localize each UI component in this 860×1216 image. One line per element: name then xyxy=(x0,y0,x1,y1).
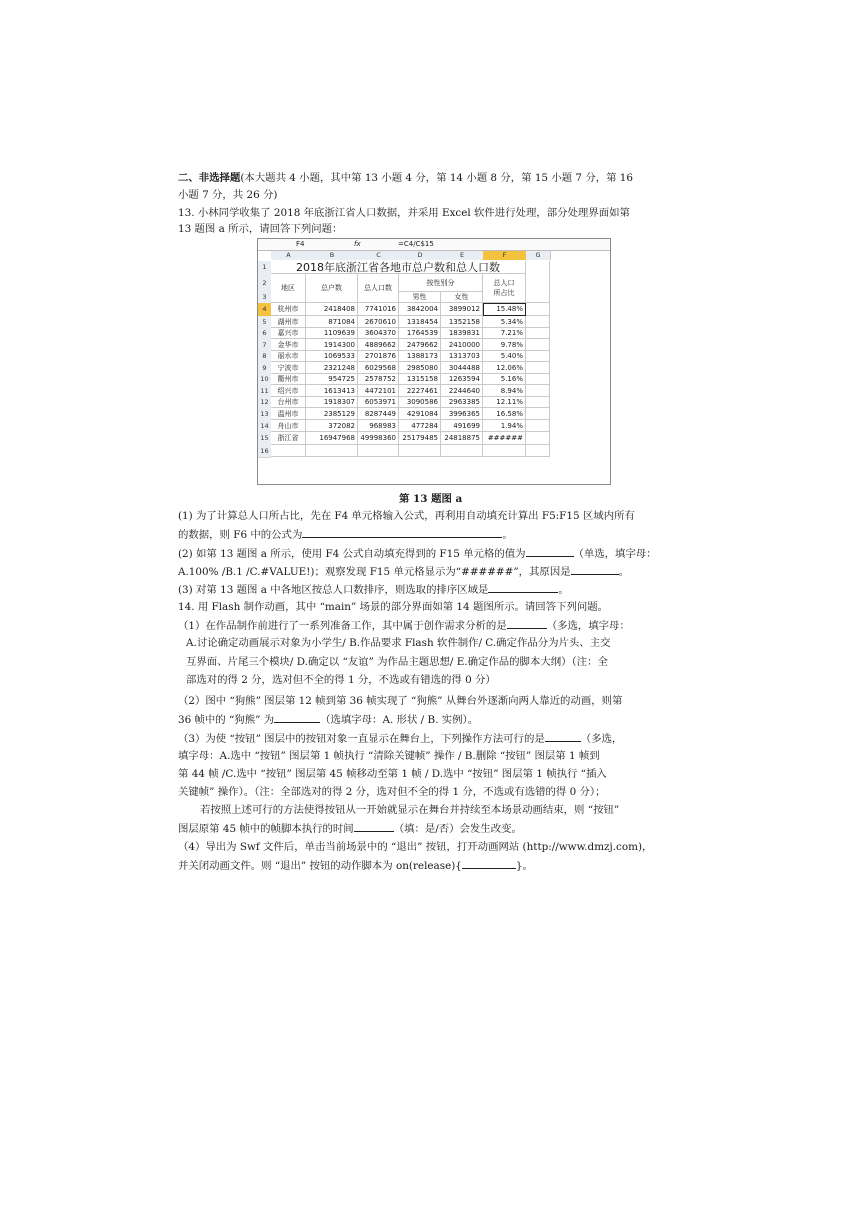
cell-empty[interactable] xyxy=(526,316,550,328)
q14-part3-e: 若按照上述可行的方法使得按钮从一开始就显示在舞台并持续至本场景动画结束，则 “按钮” xyxy=(200,804,620,816)
cell-population[interactable]: 3604370 xyxy=(358,328,399,339)
excel-screenshot xyxy=(257,238,611,485)
cell-empty[interactable] xyxy=(526,374,550,385)
cell-empty[interactable] xyxy=(358,445,399,457)
header-male[interactable]: 男性 xyxy=(399,292,441,303)
formula-bar xyxy=(258,239,610,251)
cell-households[interactable]: 1613413 xyxy=(306,385,358,397)
cell-empty[interactable] xyxy=(526,303,550,316)
cell-male[interactable]: 1388173 xyxy=(399,351,441,362)
cell-female[interactable]: 1263594 xyxy=(441,374,483,385)
cell-region[interactable]: 衢州市 xyxy=(271,374,306,385)
row-header[interactable]: 11 xyxy=(258,385,271,398)
header-region[interactable]: 地区 xyxy=(271,274,306,303)
q14-part1-a: （1）在作品制作前进行了一系列准备工作，其中属于创作需求分析的是 （多选，填字母： xyxy=(178,620,630,632)
cell-region[interactable]: 丽水市 xyxy=(271,351,306,362)
answer-blank[interactable] xyxy=(462,858,516,869)
cell-empty[interactable] xyxy=(526,362,550,374)
row-header[interactable]: 13 xyxy=(258,408,271,421)
column-header[interactable]: F xyxy=(483,251,527,260)
cell-region[interactable]: 温州市 xyxy=(271,408,306,420)
cell-female[interactable]: 24818875 xyxy=(441,432,483,445)
row-header[interactable]: 5 xyxy=(258,316,271,329)
q13-stem-1: 13. 小林同学收集了 2018 年底浙江省人口数据，并采用 Excel 软件进行处理，部分处理界面如第 xyxy=(178,207,630,219)
header-by-gender[interactable]: 按性别分 xyxy=(399,274,483,292)
cell-male[interactable]: 1318454 xyxy=(399,316,441,328)
row-header[interactable]: 9 xyxy=(258,362,271,375)
cell-female[interactable]: 3996365 xyxy=(441,408,483,420)
row-header[interactable]: 7 xyxy=(258,339,271,352)
cell-female[interactable]: 2963385 xyxy=(441,397,483,408)
cell-households[interactable]: 1918307 xyxy=(306,397,358,408)
cell-region[interactable]: 金华市 xyxy=(271,339,306,351)
answer-blank[interactable] xyxy=(354,821,394,832)
cell-population[interactable]: 2670610 xyxy=(358,316,399,328)
row-header[interactable]: 3 xyxy=(258,292,271,304)
cell-empty[interactable] xyxy=(526,261,550,303)
cell-ratio[interactable]: 1.94% xyxy=(483,420,526,432)
cell-empty[interactable] xyxy=(526,445,550,457)
header-households[interactable]: 总户数 xyxy=(306,274,358,303)
cell-region[interactable]: 绍兴市 xyxy=(271,385,306,397)
header-female[interactable]: 女性 xyxy=(441,292,483,303)
section-intro: 二、非选择题(本大题共 4 小题，其中第 13 小题 4 分，第 14 小题 8 分，第 15 小题 7 分，第 16 xyxy=(178,172,634,184)
fx-icon: fx xyxy=(354,240,361,248)
column-header[interactable]: B xyxy=(306,251,359,260)
cell-region[interactable]: 台州市 xyxy=(271,397,306,408)
cell-households[interactable]: 2385129 xyxy=(306,408,358,420)
cell-population[interactable]: 2578752 xyxy=(358,374,399,385)
table-title[interactable]: 2018年底浙江省各地市总户数和总人口数 xyxy=(271,261,526,274)
header-population[interactable]: 总人口数 xyxy=(358,274,399,303)
cell-population[interactable]: 4472101 xyxy=(358,385,399,397)
cell-empty[interactable] xyxy=(271,445,306,457)
cell-empty[interactable] xyxy=(441,445,483,457)
row-header[interactable]: 14 xyxy=(258,420,271,433)
q13-part1-a: (1) 为了计算总人口所占比，先在 F4 单元格输入公式，再利用自动填充计算出 F5:F15 区域内所有 xyxy=(178,510,635,522)
cell-population[interactable]: 2701876 xyxy=(358,351,399,362)
answer-blank[interactable] xyxy=(545,731,581,742)
cell-households[interactable]: 1914300 xyxy=(306,339,358,351)
answer-blank[interactable] xyxy=(488,582,558,593)
q14-stem: 14. 用 Flash 制作动画，其中 “main” 场景的部分界面如第 14 题图所示。请回答下列问题。 xyxy=(178,601,609,613)
cell-households[interactable]: 2321248 xyxy=(306,362,358,374)
cell-male[interactable]: 1315158 xyxy=(399,374,441,385)
cell-population[interactable]: 6053971 xyxy=(358,397,399,408)
answer-blank[interactable] xyxy=(507,618,547,629)
answer-blank[interactable] xyxy=(302,527,502,538)
cell-female[interactable]: 3899012 xyxy=(441,303,483,316)
q14-part3-a: （3）为使 “按钮” 图层中的按钮对象一直显示在舞台上，下列操作方法可行的是 （多选， xyxy=(178,733,623,745)
cell-female[interactable]: 1313703 xyxy=(441,351,483,362)
cell-empty[interactable] xyxy=(526,328,550,339)
cell-empty[interactable] xyxy=(526,339,550,351)
cell-male[interactable]: 2227461 xyxy=(399,385,441,397)
cell-ratio[interactable]: 5.16% xyxy=(483,374,526,385)
cell-male[interactable]: 2479662 xyxy=(399,339,441,351)
cell-empty[interactable] xyxy=(526,385,550,397)
section-heading: 二、非选择题 xyxy=(178,172,241,184)
header-ratio[interactable] xyxy=(483,274,526,303)
cell-male[interactable]: 1764539 xyxy=(399,328,441,339)
cell-female[interactable]: 2244640 xyxy=(441,385,483,397)
cell-ratio[interactable]: 12.06% xyxy=(483,362,526,374)
cell-region[interactable]: 杭州市 xyxy=(271,303,306,316)
row-header[interactable]: 16 xyxy=(258,445,271,458)
cell-male[interactable]: 25179485 xyxy=(399,432,441,445)
cell-ratio[interactable]: 8.94% xyxy=(483,385,526,397)
row-header[interactable]: 1 xyxy=(258,261,271,275)
cell-female[interactable]: 1839831 xyxy=(441,328,483,339)
cell-male[interactable]: 3090586 xyxy=(399,397,441,408)
row-header[interactable]: 8 xyxy=(258,351,271,363)
cell-ratio[interactable]: 9.78% xyxy=(483,339,526,351)
cell-households[interactable]: 372082 xyxy=(306,420,358,432)
figure-caption: 第 13 题图 a xyxy=(399,493,463,505)
cell-empty[interactable] xyxy=(526,351,550,362)
q14-part1-c: 互界面、片尾三个模块/ D.确定以 “友谊” 为作品主题思想/ E.确定作品的脚本大纲）（注：全 xyxy=(186,656,608,668)
cell-population[interactable]: 7741016 xyxy=(358,303,399,316)
cell-ratio[interactable]: 12.11% xyxy=(483,397,526,408)
name-box[interactable]: F4 xyxy=(296,240,305,248)
column-header[interactable]: E xyxy=(441,251,484,260)
row-header[interactable]: 2 xyxy=(258,274,271,293)
cell-households[interactable]: 1109639 xyxy=(306,328,358,339)
header-ratio-line2: 所占比 xyxy=(493,289,515,297)
cell-ratio[interactable]: 5.40% xyxy=(483,351,526,362)
column-header[interactable]: G xyxy=(526,251,551,260)
q14-part3-d: 关键帧” 操作）。（注：全部选对的得 2 分，选对但不全的得 1 分，不选或有选错的得 0 分）； xyxy=(178,786,606,798)
cell-population[interactable]: 4889662 xyxy=(358,339,399,351)
cell-female[interactable]: 1352158 xyxy=(441,316,483,328)
cell-region[interactable]: 舟山市 xyxy=(271,420,306,432)
cell-ratio[interactable]: 16.58% xyxy=(483,408,526,420)
cell-households[interactable]: 2418408 xyxy=(306,303,358,316)
row-header[interactable]: 15 xyxy=(258,432,271,446)
q13-stem-2: 13 题图 a 所示，请回答下列问题： xyxy=(178,223,343,235)
answer-blank[interactable] xyxy=(571,564,619,575)
row-header[interactable]: 6 xyxy=(258,328,271,340)
answer-blank[interactable] xyxy=(274,712,320,723)
answer-blank[interactable] xyxy=(526,546,574,557)
cell-empty[interactable] xyxy=(526,420,550,432)
cell-region[interactable]: 嘉兴市 xyxy=(271,328,306,339)
cell-empty[interactable] xyxy=(526,408,550,420)
cell-male[interactable]: 477284 xyxy=(399,420,441,432)
q13-part3: (3) 对第 13 题图 a 中各地区按总人口数排序，则选取的排序区域是 。 xyxy=(178,584,569,596)
cell-ratio[interactable]: 7.21% xyxy=(483,328,526,339)
cell-male[interactable]: 2985080 xyxy=(399,362,441,374)
q14-part1-b: A.讨论确定动画展示对象为小学生/ B.作品要求 Flash 软件制作/ C.确定作品分为片头、主交 xyxy=(186,637,611,649)
header-ratio-line1: 总人口 xyxy=(493,279,515,287)
cell-empty[interactable] xyxy=(483,445,526,457)
row-header[interactable]: 10 xyxy=(258,374,271,386)
q14-part3-b: 填字母：A.选中 “按钮” 图层第 1 帧执行 “清除关键帧” 操作 / B.删除 “按钮” 图层第 1 帧到 xyxy=(178,750,600,762)
cell-female[interactable]: 3044488 xyxy=(441,362,483,374)
q14-part2-b: 36 帧中的 “狗熊” 为 （选填字母：A. 形状 / B. 实例）。 xyxy=(178,714,479,726)
cell-population[interactable]: 8287449 xyxy=(358,408,399,420)
cell-population[interactable]: 6029568 xyxy=(358,362,399,374)
q13-part1-b: 的数据，则 F6 中的公式为 。 xyxy=(178,529,513,541)
cell-households[interactable]: 1069533 xyxy=(306,351,358,362)
row-header[interactable]: 12 xyxy=(258,397,271,409)
q14-part3-f: 图层原第 45 帧中的帧脚本执行的时间 （填：是/否）会发生改变。 xyxy=(178,823,522,835)
q13-part2-b: A.100% /B.1 /C.#VALUE!)；观察发现 F15 单元格显示为“######”，其原因是 。 xyxy=(178,566,629,578)
cell-region[interactable]: 宁波市 xyxy=(271,362,306,374)
cell-ratio[interactable]: ###### xyxy=(483,432,526,445)
cell-empty[interactable] xyxy=(526,432,550,445)
row-header[interactable]: 4 xyxy=(258,303,271,317)
column-header[interactable]: A xyxy=(271,251,307,260)
cell-empty[interactable] xyxy=(399,445,441,457)
q14-part1-d: 部选对的得 2 分，选对但不全的得 1 分，不选或有错选的得 0 分） xyxy=(186,674,496,686)
cell-households[interactable]: 16947968 xyxy=(306,432,358,445)
q14-part2-a: （2）图中 “狗熊” 图层第 12 帧到第 36 帧实现了 “狗熊” 从舞台外逐渐向两人靠近的动画，则第 xyxy=(178,695,623,707)
active-cell-f4[interactable]: 15.48% xyxy=(483,303,526,316)
cell-female[interactable]: 491699 xyxy=(441,420,483,432)
cell-empty[interactable] xyxy=(526,397,550,408)
cell-region[interactable]: 浙江省 xyxy=(271,432,306,445)
cell-ratio[interactable]: 5.34% xyxy=(483,316,526,328)
cell-female[interactable]: 2410000 xyxy=(441,339,483,351)
column-header[interactable]: C xyxy=(358,251,400,260)
cell-population[interactable]: 49998360 xyxy=(358,432,399,445)
cell-households[interactable]: 954725 xyxy=(306,374,358,385)
cell-population[interactable]: 968983 xyxy=(358,420,399,432)
q14-part4-b: 并关闭动画文件。则 “退出” 按钮的动作脚本为 on(release){ }。 xyxy=(178,860,533,872)
cell-empty[interactable] xyxy=(306,445,358,457)
cell-male[interactable]: 3842004 xyxy=(399,303,441,316)
q14-part4-a: （4）导出为 Swf 文件后，单击当前场景中的 “退出” 按钮，打开动画网站 (http://www.dmzj.com)， xyxy=(178,841,653,853)
section-intro-cont: 小题 7 分，共 26 分) xyxy=(178,189,278,201)
cell-male[interactable]: 4291084 xyxy=(399,408,441,420)
q14-part3-c: 第 44 帧 /C.选中 “按钮” 图层第 45 帧移动至第 1 帧 / D.选中 “按钮” 图层第 1 帧执行 “插入 xyxy=(178,768,607,780)
cell-households[interactable]: 871084 xyxy=(306,316,358,328)
cell-region[interactable]: 湖州市 xyxy=(271,316,306,328)
formula-text[interactable]: =C4/C$15 xyxy=(398,240,434,248)
q13-part2-a: (2) 如第 13 题图 a 所示，使用 F4 公式自动填充得到的 F15 单元格的值为 （单选，填字母： xyxy=(178,548,657,560)
column-header[interactable]: D xyxy=(399,251,442,260)
